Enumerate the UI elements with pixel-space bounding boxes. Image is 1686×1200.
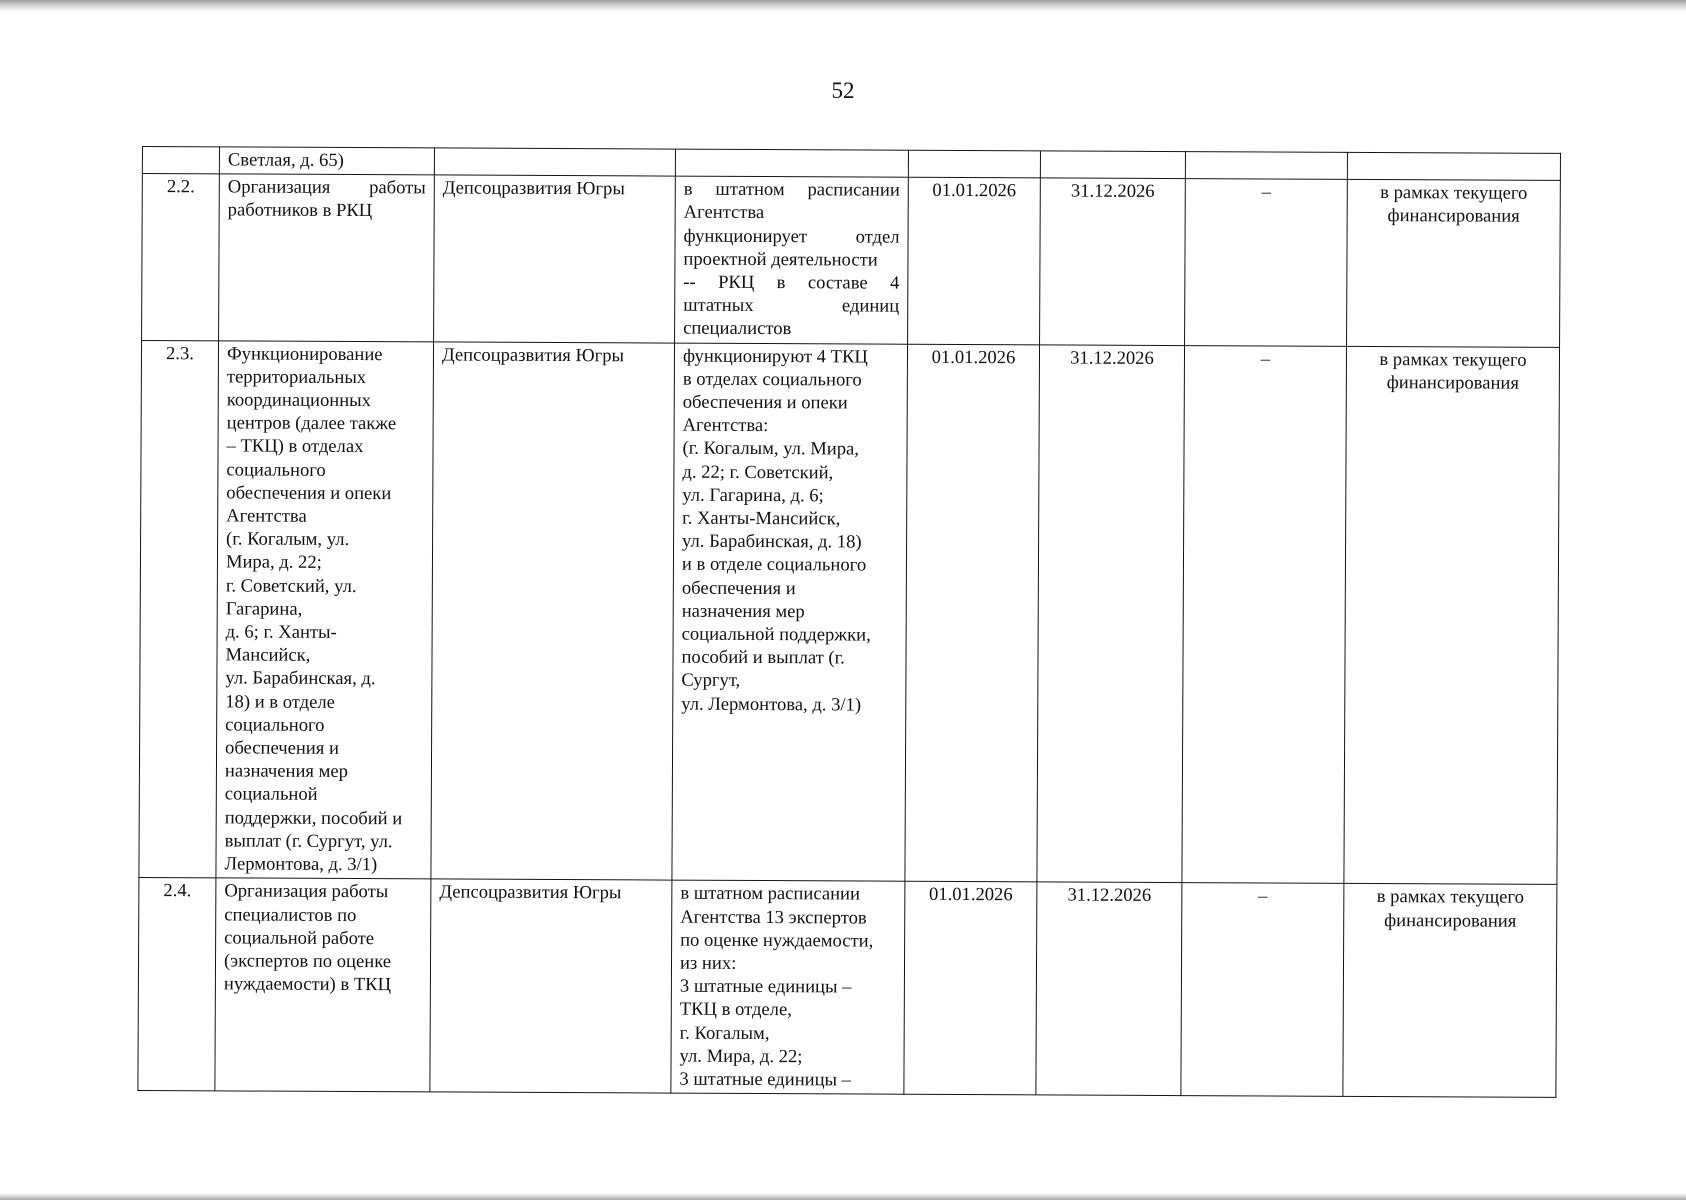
funding-line: в рамках текущего	[1379, 348, 1527, 371]
result-line: Сургут,	[681, 670, 741, 692]
result-line: по оценке нуждаемости,	[680, 929, 874, 952]
result-line: проектной деятельности	[683, 248, 878, 271]
table-row	[139, 340, 1560, 885]
dash-cell: –	[1185, 179, 1348, 346]
funding-line: в рамках текущего	[1380, 182, 1528, 204]
result-line: в отделах социального	[682, 368, 862, 391]
event-line: выплат (г. Сургут, ул.	[224, 830, 393, 853]
event-line: координационных	[226, 389, 372, 412]
event-line: социального	[225, 714, 325, 736]
start-date-cell: 01.01.2026	[908, 177, 1041, 344]
row-number	[142, 147, 219, 175]
result-line: ул. Мира, д. 22;	[679, 1045, 803, 1067]
funding-line: финансирования	[1386, 371, 1520, 394]
executor-cell	[434, 148, 675, 176]
table-row	[142, 174, 1561, 347]
result-line: Агентства:	[682, 414, 769, 437]
funding-line: в рамках текущего	[1376, 886, 1524, 909]
result-line: ул. Гагарина, д. 6;	[682, 484, 824, 507]
result-line: Агентства 13 экспертов	[680, 906, 867, 929]
funding-cell	[1347, 152, 1560, 180]
result-line: ТКЦ в отделе,	[679, 998, 792, 1021]
result-line: штатных единиц	[683, 294, 900, 317]
event-line: работников в РКЦ	[227, 199, 373, 222]
funding-cell	[1347, 180, 1561, 347]
event-line: ул. Барабинская, д.	[225, 667, 376, 690]
event-line: Организация работы	[227, 176, 426, 199]
result-line: 3 штатные единицы –	[679, 1068, 852, 1091]
funding-line: финансирования	[1387, 205, 1520, 228]
funding-line: финансирования	[1384, 909, 1517, 932]
end-date-cell	[1040, 151, 1185, 179]
end-date-cell: 31.12.2026	[1036, 882, 1182, 1096]
dash-cell: –	[1181, 883, 1344, 1097]
result-line: и в отделе социального	[681, 554, 867, 576]
event-line: социальной	[224, 783, 318, 806]
result-line: из них:	[679, 952, 737, 974]
result-line: обеспечения и опеки	[682, 391, 848, 414]
result-cell	[675, 149, 908, 177]
row-number: 2.3.	[139, 340, 219, 878]
executor-cell: Депсоцразвития Югры	[430, 879, 672, 1093]
executor-cell: Депсоцразвития Югры	[434, 175, 676, 343]
dash-cell: –	[1182, 345, 1347, 883]
page-number: 52	[831, 78, 855, 103]
result-line: специалистов	[683, 318, 792, 340]
event-line: Лермонтова, д. 3/1)	[224, 853, 378, 876]
event-line: (г. Когалым, ул.	[226, 528, 350, 551]
table-row	[138, 878, 1557, 1098]
event-line: Организация работы	[224, 880, 389, 903]
event-cell	[216, 341, 434, 880]
result-line: г. Ханты-Мансийск,	[682, 507, 841, 530]
result-line: (г. Когалым, ул. Мира,	[682, 438, 859, 460]
event-line: Мансийск,	[225, 644, 311, 667]
dash-cell	[1185, 152, 1347, 180]
scan-edge-top	[0, 0, 1686, 12]
funding-cell	[1343, 884, 1557, 1098]
result-line: -- РКЦ в составе 4	[683, 271, 900, 294]
result-line: функционируют 4 ТКЦ	[682, 345, 868, 368]
event-line: назначения мер	[224, 760, 349, 783]
event-cell	[219, 174, 435, 341]
result-line: обеспечения и	[681, 577, 796, 599]
result-line: в штатном расписании	[680, 882, 860, 905]
result-line: Агентства	[683, 202, 765, 224]
scan-edge-bottom	[0, 1193, 1686, 1200]
event-cell	[219, 147, 434, 175]
event-line: поддержки, пособий и	[224, 807, 403, 829]
event-line: территориальных	[226, 366, 367, 388]
event-line: д. 6; г. Ханты-	[225, 621, 337, 644]
event-line: центров (далее также	[226, 412, 397, 435]
event-line: Гагарина,	[225, 598, 303, 620]
start-date-cell: 01.01.2026	[905, 344, 1040, 882]
result-cell	[671, 880, 905, 1094]
result-line: ул. Лермонтова, д. 3/1)	[681, 693, 862, 716]
result-line: функционирует отдел	[683, 225, 900, 248]
event-line: г. Советский, ул.	[225, 575, 357, 597]
result-line: д. 22; г. Советский,	[682, 461, 834, 484]
event-line: Светлая, д. 65)	[227, 149, 344, 171]
result-line: в штатном расписании	[683, 178, 900, 201]
result-cell	[675, 176, 909, 344]
event-line: социальной работе	[224, 927, 375, 949]
result-line: ул. Барабинская, д. 18)	[682, 530, 862, 553]
result-line: г. Когалым,	[679, 1022, 770, 1044]
plan-table	[137, 146, 1561, 1098]
executor-cell: Депсоцразвития Югры	[431, 342, 675, 881]
event-line: 18) и в отделе	[225, 691, 335, 713]
result-line: назначения мер	[681, 600, 805, 623]
end-date-cell: 31.12.2026	[1040, 178, 1186, 345]
event-line: обеспечения и опеки	[226, 482, 392, 505]
result-line: социальной поддержки,	[681, 623, 871, 646]
event-cell	[215, 878, 431, 1092]
row-number: 2.4.	[138, 878, 216, 1091]
event-line: Агентства	[226, 505, 307, 527]
result-line: пособий и выплат (г.	[681, 646, 845, 669]
result-cell	[672, 343, 908, 882]
start-date-cell: 01.01.2026	[904, 882, 1037, 1095]
row-number: 2.2.	[142, 174, 220, 341]
event-line: Функционирование	[226, 343, 383, 365]
end-date-cell: 31.12.2026	[1037, 345, 1185, 883]
event-line: Мира, д. 22;	[225, 551, 322, 574]
start-date-cell	[908, 150, 1040, 178]
event-line: – ТКЦ) в отделах	[226, 435, 364, 458]
result-line: 3 штатные единицы –	[679, 975, 852, 998]
event-line: специалистов по	[224, 903, 357, 926]
event-line: социального	[226, 459, 326, 481]
event-line: (экспертов по оценке	[223, 950, 392, 973]
funding-cell	[1344, 346, 1560, 885]
event-line: нуждаемости) в ТКЦ	[223, 973, 392, 996]
event-line: обеспечения и	[225, 737, 339, 760]
